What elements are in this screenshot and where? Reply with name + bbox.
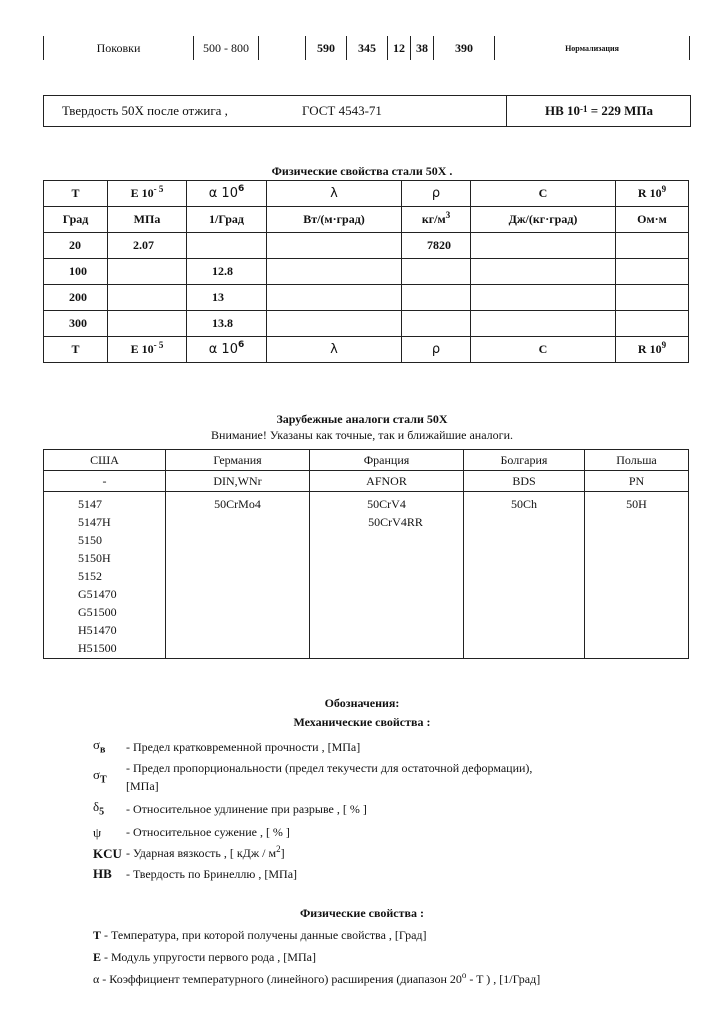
head-r: R $10^9$ (616, 181, 689, 207)
cell-e (108, 311, 187, 337)
foot-c: C (471, 337, 616, 363)
forging-v5: 390 (434, 36, 495, 60)
cell-t: 300 (44, 311, 108, 337)
psi-symbol: ψ (93, 825, 102, 840)
analogs-standard-row (44, 471, 689, 492)
physical-row (44, 233, 689, 259)
cell-rho (402, 285, 471, 311)
unit-e: МПа (108, 207, 187, 233)
physical-row (44, 311, 689, 337)
legend-mech-text: - Относительное удлинение при разрыве , [ % ] (126, 802, 367, 816)
physical-units-row (44, 207, 689, 233)
physical-row (44, 285, 689, 311)
foot-e: E $10^{- 5}$ (108, 337, 187, 363)
cell-r (616, 285, 689, 311)
head-rho: ρ (402, 181, 471, 207)
grade: H51500 (78, 641, 117, 655)
germany-grades (166, 492, 310, 659)
grade: 50CrMo4 (214, 497, 261, 511)
hardness-gost: ГОСТ 4543-71 (302, 103, 382, 118)
std-france: AFNOR (310, 471, 464, 492)
legend-title: Обозначения: (324, 696, 400, 710)
head-alpha: α $10^6$ (187, 181, 267, 207)
delta-symbol: $\delta_5$ (93, 799, 105, 818)
cell-rho: 7820 (402, 233, 471, 259)
unit-c: Дж/(кг·град) (471, 207, 616, 233)
cell-c (471, 285, 616, 311)
bulgaria-grades (464, 492, 585, 659)
grade: 50H (626, 497, 647, 511)
head-c: C (471, 181, 616, 207)
foot-lambda: λ (267, 337, 402, 363)
forging-size: 500 - 800 (194, 36, 259, 60)
physical-title: Физические свойства стали 50Х . (271, 164, 453, 178)
legend-mech-text: - Предел кратковременной прочности , [МПа] (126, 740, 361, 754)
cell-c (471, 233, 616, 259)
legend-phys-item: E - Модуль упругости первого рода , [МПа] (93, 950, 316, 964)
cell-rho (402, 259, 471, 285)
legend-mech-title: Механические свойства : (293, 715, 431, 729)
forging-treatment: Нормализация (495, 36, 690, 60)
cell-r (616, 233, 689, 259)
country-france: Франция (310, 450, 464, 471)
cell-lambda (267, 259, 402, 285)
cell-c (471, 311, 616, 337)
analogs-table (43, 449, 689, 659)
physical-header-row (44, 181, 689, 207)
sigma-b-symbol: $\sigma_в$ (93, 737, 106, 756)
grade: 5152 (78, 569, 102, 583)
cell-lambda (267, 285, 402, 311)
country-usa: США (44, 450, 166, 471)
foot-rho: ρ (402, 337, 471, 363)
cell-e (108, 259, 187, 285)
hardness-text: Твердость 50Х после отжига , (62, 103, 228, 118)
cell-c (471, 259, 616, 285)
cell-e: 2.07 (108, 233, 187, 259)
std-bulgaria: BDS (464, 471, 585, 492)
unit-r: Ом·м (616, 207, 689, 233)
physical-row (44, 259, 689, 285)
hardness-box (43, 95, 691, 127)
std-germany: DIN,WNr (166, 471, 310, 492)
cell-e (108, 285, 187, 311)
unit-alpha: 1/Град (187, 207, 267, 233)
physical-footer-row (44, 337, 689, 363)
cell-lambda (267, 233, 402, 259)
cell-r (616, 259, 689, 285)
foot-alpha: α $10^6$ (187, 337, 267, 363)
forging-v4: 38 (411, 36, 434, 60)
grade: G51500 (78, 605, 117, 619)
poland-grades (585, 492, 689, 659)
grade: 50CrV4 (367, 497, 406, 511)
grade: 5147H (78, 515, 111, 529)
forging-v3: 12 (388, 36, 411, 60)
grade: G51470 (78, 587, 117, 601)
cell-rho (402, 311, 471, 337)
grade: 5147 (78, 497, 102, 511)
usa-grades (44, 492, 166, 659)
analogs-title: Зарубежные аналоги стали 50Х (276, 412, 448, 426)
cell-alpha: 13 (187, 285, 267, 311)
unit-t: Град (44, 207, 108, 233)
country-poland: Польша (585, 450, 689, 471)
cell-r (616, 311, 689, 337)
france-grades (310, 492, 464, 659)
cell-t: 100 (44, 259, 108, 285)
country-germany: Германия (166, 450, 310, 471)
cell-t: 200 (44, 285, 108, 311)
country-bulgaria: Болгария (464, 450, 585, 471)
cell-alpha: 13.8 (187, 311, 267, 337)
forging-v1: 590 (306, 36, 347, 60)
forging-empty (259, 36, 306, 60)
legend-mech-text: - Относительное сужение , [ % ] (126, 825, 290, 839)
std-usa: - (44, 471, 166, 492)
legend-phys-item: T - Температура, при которой получены данные свойства , [Град] (93, 928, 427, 942)
head-e: E $10^{- 5}$ (108, 181, 187, 207)
cell-t: 20 (44, 233, 108, 259)
analogs-country-row (44, 450, 689, 471)
grade: 5150 (78, 533, 102, 547)
cell-lambda (267, 311, 402, 337)
legend-mech-text-cont: [МПа] (126, 779, 159, 793)
grade: 50CrV4RR (368, 515, 423, 529)
cell-alpha: 12.8 (187, 259, 267, 285)
sigma-t-symbol: $\sigma_T$ (93, 767, 107, 786)
grade: 50Ch (510, 497, 537, 511)
forging-row (43, 36, 690, 60)
unit-lambda: Вт/(м·град) (267, 207, 402, 233)
legend-mech-text: - Ударная вязкость , [ кДж / $м^2$] (126, 844, 285, 860)
foot-r: R $10^9$ (616, 337, 689, 363)
std-poland: PN (585, 471, 689, 492)
kcu-symbol: KCU (93, 846, 122, 861)
cell-alpha (187, 233, 267, 259)
forging-v2: 345 (347, 36, 388, 60)
hb-symbol: HB (93, 866, 112, 881)
legend-mech-text: - Твердость по Бринеллю , [МПа] (126, 867, 298, 881)
legend-mech-text: - Предел пропорциональности (предел текучести для остаточной деформации), (126, 761, 533, 775)
head-t: T (44, 181, 108, 207)
physical-table (43, 180, 689, 363)
analogs-grade-row (44, 492, 689, 659)
foot-t: T (44, 337, 108, 363)
hardness-value: HB $10^{-1} = 229$ МПа (506, 96, 691, 126)
forging-name: Поковки (44, 36, 194, 60)
grade: H51470 (78, 623, 117, 637)
legend-phys-item: α - Коэффициент температурного (линейного) расширения (диапазон 20$^o$ - T ) , [1/Град] (93, 970, 541, 986)
analogs-note: Внимание! Указаны как точные, так и ближайшие аналоги. (211, 428, 513, 442)
head-lambda: λ (267, 181, 402, 207)
grade: 5150H (78, 551, 111, 565)
legend-phys-title: Физические свойства : (299, 906, 424, 920)
unit-rho: $кг/м^3$ (402, 207, 471, 233)
